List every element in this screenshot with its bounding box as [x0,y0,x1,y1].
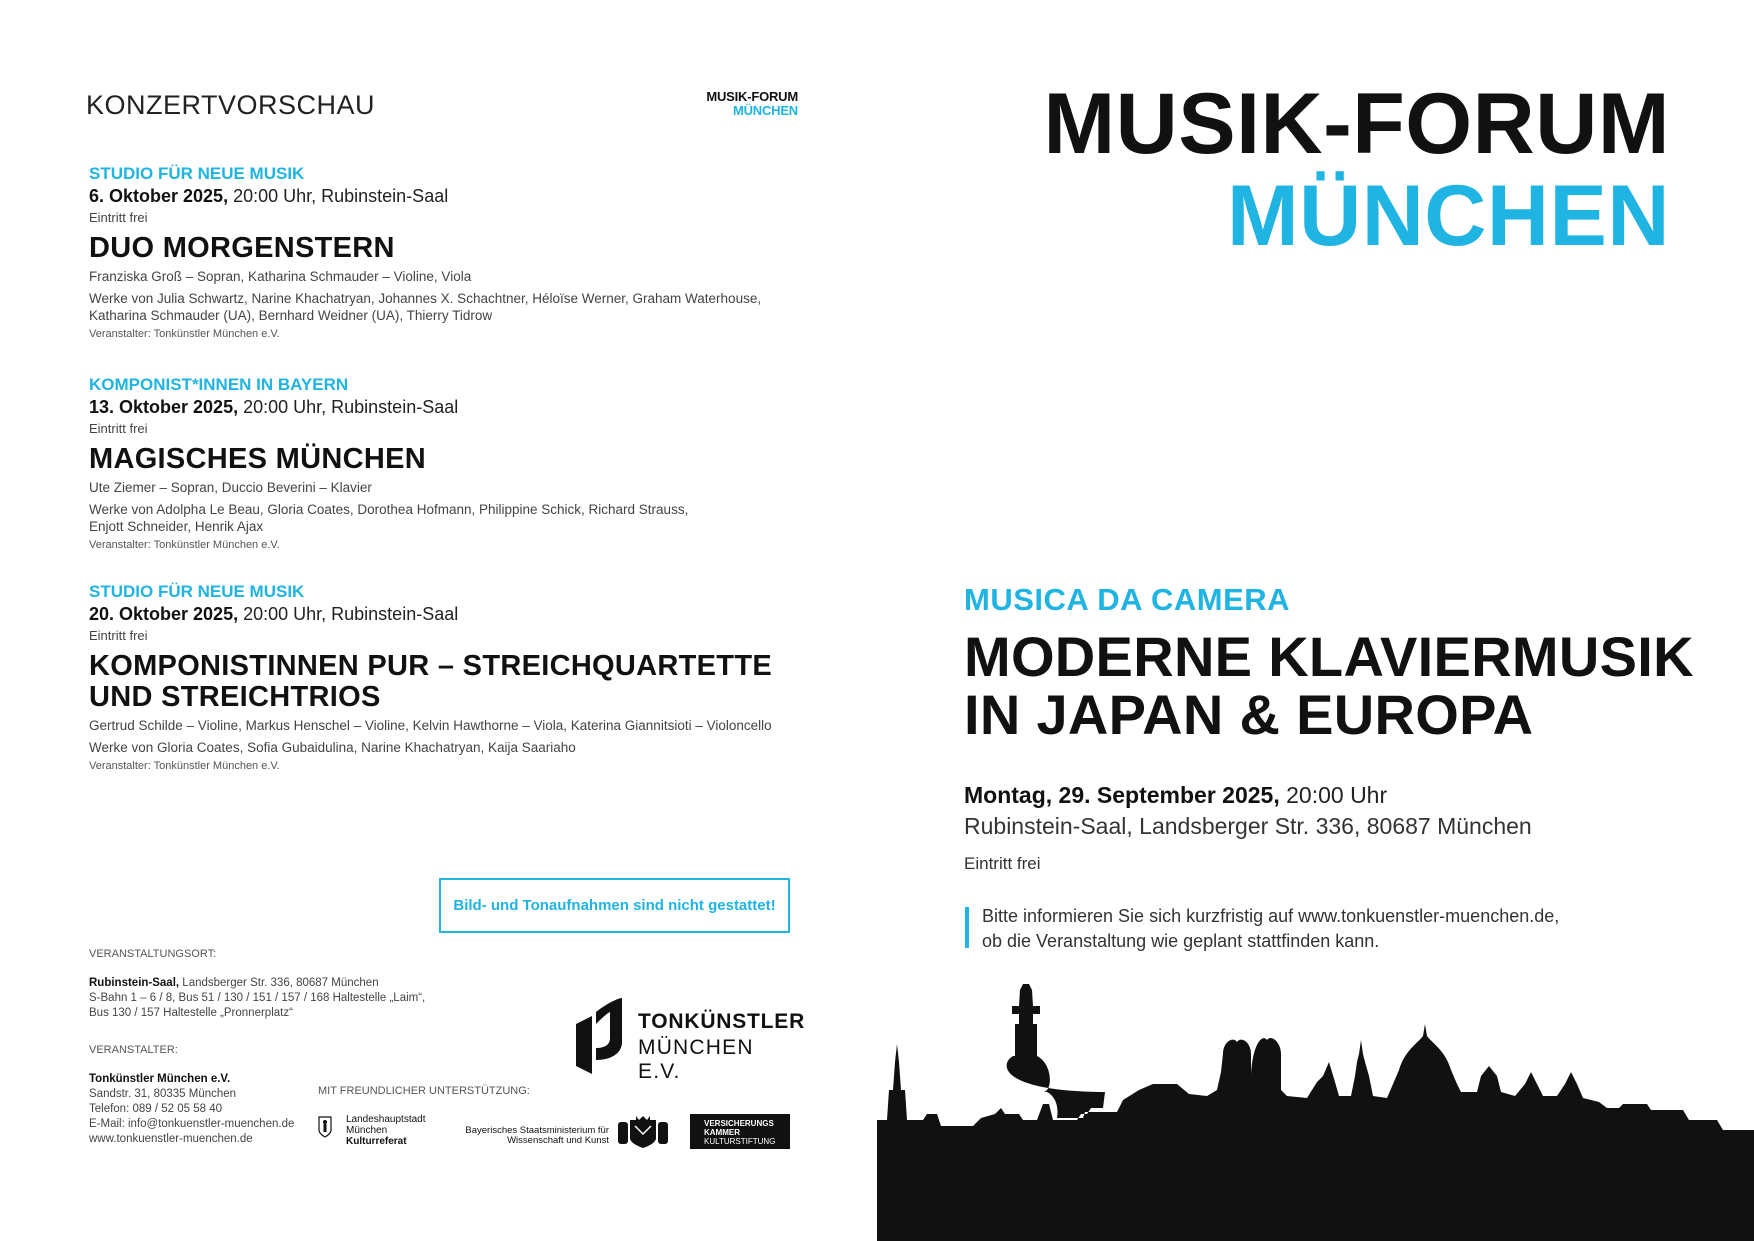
organizer-heading: VERANSTALTER: [89,1044,178,1056]
brand-line2: MÜNCHEN [1226,168,1670,264]
event-series: STUDIO FÜR NEUE MUSIK [89,164,305,183]
event-date-bold: 20. Oktober 2025, [89,604,239,624]
munich-skyline-violin-silhouette [877,980,1754,1241]
vk-line2: KAMMER [704,1128,740,1137]
event-entry: Eintritt frei [89,210,148,225]
front-page [877,0,1754,1241]
venue-transit-1: S-Bahn 1 – 6 / 8, Bus 51 / 130 / 151 / 157 / 168 Haltestelle „Laim“, [89,992,426,1004]
bavarian-coat-of-arms-icon [618,1116,668,1148]
event-title-line2: UND STREICHTRIOS [89,681,381,713]
munich-crest-icon [318,1116,332,1138]
event-organizer: Veranstalter: Tonkünstler München e.V. [89,328,280,340]
event-works-line2: Katharina Schmauder (UA), Bernhard Weidner (UA), Thierry Tidrow [89,308,493,323]
event-title-line1: KOMPONISTINNEN PUR – STREICHQUARTETTE [89,650,772,682]
main-title [964,625,1694,746]
tonkuenstler-logo [576,998,806,1083]
event-works-line1: Werke von Julia Schwartz, Narine Khachatryan, Johannes X. Schachtner, Héloïse Werner, Graham Waterhouse, [89,291,762,306]
main-title-line1: MODERNE KLAVIERMUSIK [964,625,1694,688]
main-series: MUSICA DA CAMERA [964,582,1291,617]
city-line2: München [346,1125,388,1136]
event-date [89,185,789,208]
support-heading: MIT FREUNDLICHER UNTERSTÜTZUNG: [318,1085,530,1097]
organizer-info [89,1043,294,1147]
mini-logo-line2: MÜNCHEN [732,103,798,118]
event-organizer: Veranstalter: Tonkünstler München e.V. [89,539,280,551]
event-date-rest: 20:00 Uhr, Rubinstein-Saal [238,397,459,417]
musik-forum-mini-logo [680,90,798,118]
ministry-line1: Bayerisches Staatsministerium für [465,1125,609,1136]
event-works: Werke von Gloria Coates, Sofia Gubaidulina, Narine Khachatryan, Kaija Saariaho [89,740,576,755]
vk-line3: KULTURSTIFTUNG [704,1137,776,1146]
event-date-bold: 13. Oktober 2025, [89,397,239,417]
kulturreferat-logo [318,1114,438,1150]
event-works [89,501,789,535]
versicherungskammer-logo [690,1114,790,1149]
main-venue: Rubinstein-Saal, Landsberger Str. 336, 80687 München [964,813,1532,839]
event-title: DUO MORGENSTERN [89,232,395,264]
event-works-line1: Werke von Adolpha Le Beau, Gloria Coates, Dorothea Hofmann, Philippine Schick, Richard Strauss, [89,502,689,517]
event-cast: Gertrud Schilde – Violine, Markus Henschel – Violine, Kelvin Hawthorne – Viola, Katerina Giannitsioti – Violoncello [89,718,772,733]
event-1 [89,163,789,342]
venue-name: Rubinstein-Saal, [89,977,180,989]
event-works-line2: Enjott Schneider, Henrik Ajax [89,519,264,534]
musik-forum-brand [1043,78,1670,262]
event-date-bold: 6. Oktober 2025, [89,186,229,206]
kulturreferat-text [346,1114,426,1147]
event-date [89,396,789,419]
event-works [89,290,789,324]
main-date [964,780,1387,810]
city-line1: Landeshauptstadt [346,1114,426,1125]
event-entry: Eintritt frei [89,421,148,436]
venue-street: Landsberger Str. 336, 80687 München [179,977,379,989]
event-organizer: Veranstalter: Tonkünstler München e.V. [89,760,280,772]
event-title [89,651,789,713]
ministry-line2: Wissenschaft und Kunst [507,1135,609,1146]
mini-logo-line1: MUSIK-FORUM [706,89,798,104]
event-3 [89,581,789,774]
event-cast: Franziska Groß – Sopran, Katharina Schmauder – Violine, Viola [89,269,472,284]
event-2 [89,374,789,553]
event-date-rest: 20:00 Uhr, Rubinstein-Saal [228,186,449,206]
event-date [89,603,789,626]
main-title-line2: IN JAPAN & EUROPA [964,683,1534,746]
event-entry: Eintritt frei [89,628,148,643]
venue-transit-2: Bus 130 / 157 Haltestelle „Pronnerplatz“ [89,1007,293,1019]
city-line3: Kulturreferat [346,1136,407,1147]
event-cast: Ute Ziemer – Sopran, Duccio Beverini – Klavier [89,480,372,495]
event-series: KOMPONIST*INNEN IN BAYERN [89,375,349,394]
hint-line1: Bitte informieren Sie sich kurzfristig auf www.tonkuenstler-muenchen.de, [982,906,1560,926]
hint-accent-bar [965,907,969,948]
organizer-email[interactable]: E-Mail: info@tonkuenstler-muenchen.de [89,1118,295,1130]
event-title: MAGISCHES MÜNCHEN [89,443,426,475]
venue-address [89,976,425,991]
tonkuenstler-logo-line1: TONKÜNSTLER [638,1010,806,1033]
venue-info [89,947,425,1021]
event-date-rest: 20:00 Uhr, Rubinstein-Saal [238,604,459,624]
organizer-phone: Telefon: 089 / 52 05 58 40 [89,1103,222,1115]
organizer-name-text: Tonkünstler München e.V. [89,1073,231,1085]
main-entry: Eintritt frei [964,854,1041,873]
brand-line1: MUSIK-FORUM [1043,76,1670,172]
organizer-name [89,1072,294,1087]
organizer-website[interactable]: www.tonkuenstler-muenchen.de [89,1133,253,1145]
organizer-street: Sandstr. 31, 80335 München [89,1088,237,1100]
recording-notice: Bild- und Tonaufnahmen sind nicht gestattet! [439,878,790,933]
ministry-text [451,1126,609,1146]
info-hint [982,904,1559,954]
venue-heading: VERANSTALTUNGSORT: [89,948,217,960]
main-date-rest: 20:00 Uhr [1279,782,1388,808]
vk-line1: VERSICHERUNGS [704,1119,774,1128]
concert-preview-heading: KONZERTVORSCHAU [86,90,376,120]
tonkuenstler-mark-icon [576,998,622,1074]
tonkuenstler-logo-line2: MÜNCHEN E.V. [638,1036,754,1083]
event-series: STUDIO FÜR NEUE MUSIK [89,582,305,601]
main-date-bold: Montag, 29. September 2025, [964,782,1280,808]
hint-line2: ob die Veranstaltung wie geplant stattfinden kann. [982,931,1380,951]
